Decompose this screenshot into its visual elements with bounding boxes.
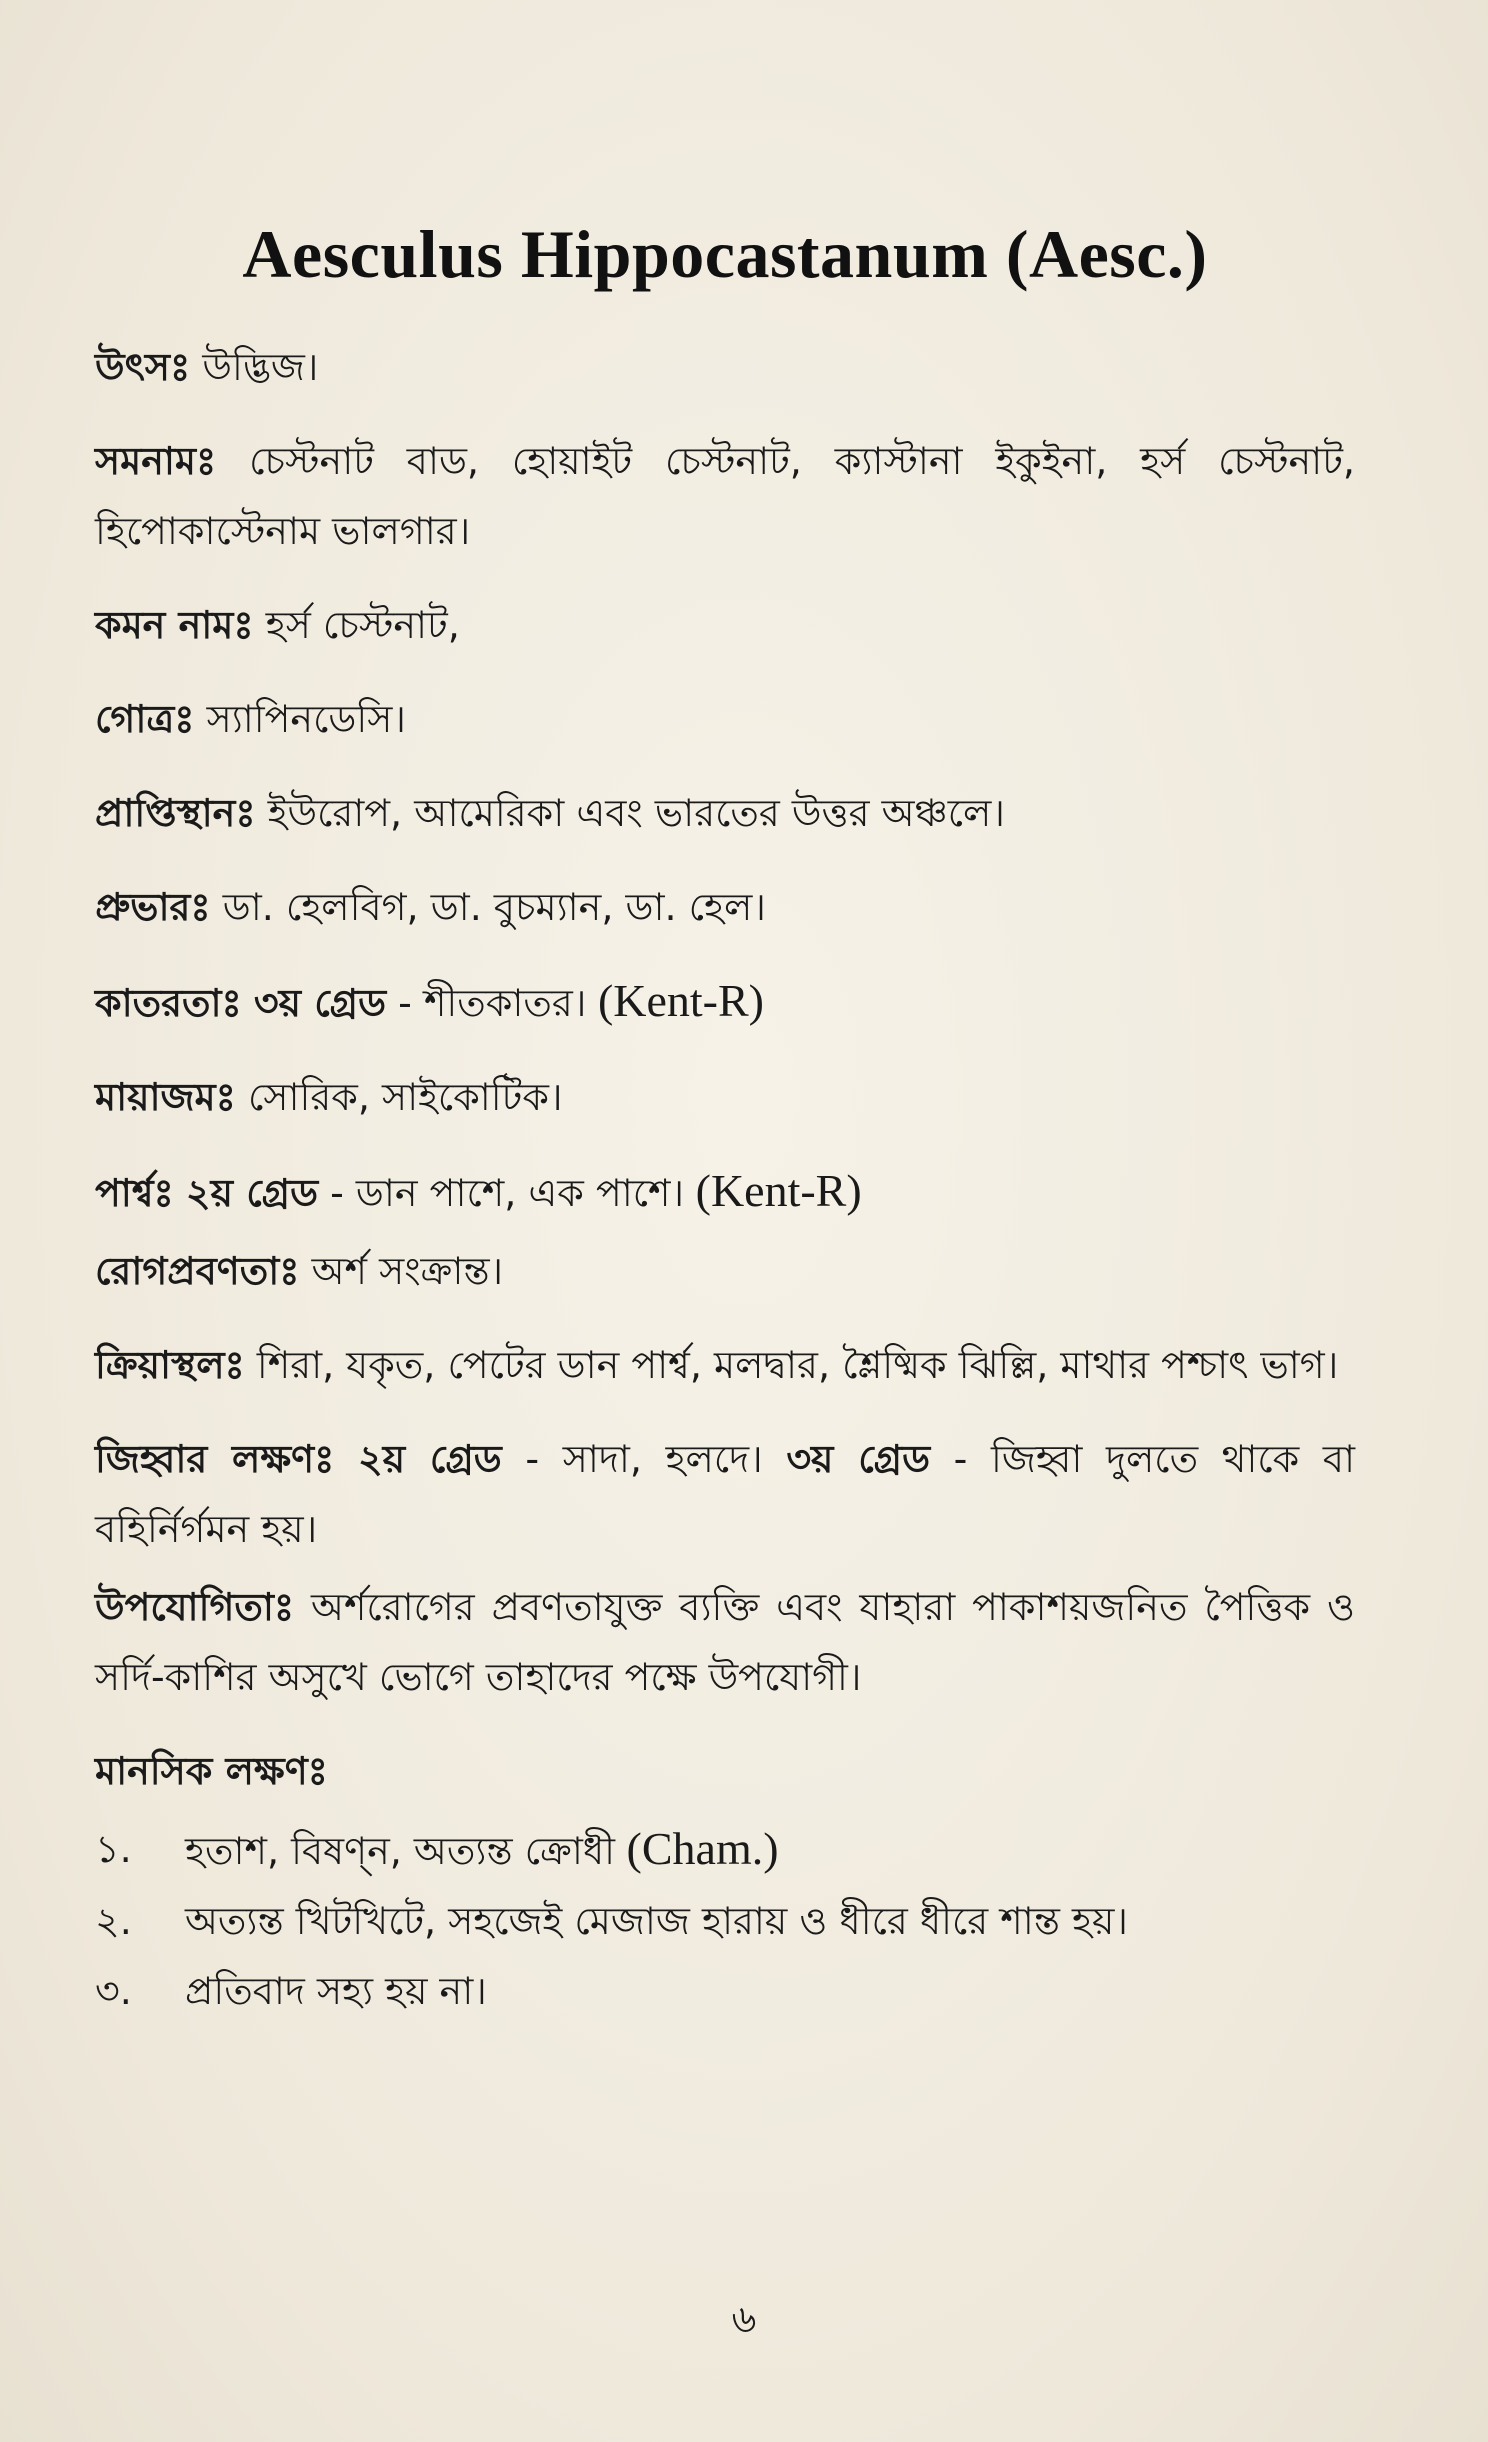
mental-symptoms-list [95, 1814, 1355, 2026]
entry-text: - ডান পাশে, এক পাশে। [318, 1171, 685, 1215]
page-content [95, 215, 1355, 2026]
list-item [95, 1814, 1355, 1886]
entry-text: অর্শ সংক্রান্ত। [311, 1249, 504, 1293]
grade-label: ৩য় গ্রেড [253, 981, 387, 1025]
entry-synonyms [95, 426, 1355, 566]
entry-label: কমন নামঃ [95, 603, 254, 647]
grade-label: ৩য় গ্রেড [786, 1437, 931, 1481]
entry-label: মায়াজমঃ [95, 1075, 236, 1119]
entry-text: স্যাপিনডেসি। [206, 697, 406, 741]
entry-sphere [95, 1330, 1355, 1400]
entry-label: জিহ্বার লক্ষণঃ [95, 1437, 335, 1481]
page-title: Aesculus Hippocastanum (Aesc.) [242, 216, 1208, 292]
entry-text: - শীতকাতর। [386, 981, 587, 1025]
grade-label: ২য় গ্রেড [358, 1437, 502, 1481]
entry-tongue [95, 1424, 1355, 1564]
reference: (Kent-R) [684, 1165, 862, 1216]
entry-label: গোত্রঃ [95, 697, 195, 741]
entry-label: প্রুভারঃ [95, 885, 211, 929]
entry-family [95, 684, 1355, 754]
list-number: ১. [95, 1827, 132, 1871]
entry-label: কাতরতাঃ [95, 981, 242, 1025]
entry-label: উপযোগিতাঃ [95, 1585, 295, 1629]
entry-text: - সাদা, হলদে। [501, 1437, 787, 1481]
entry-label: ক্রিয়াস্থলঃ [95, 1343, 245, 1387]
grade-label: ২য় গ্রেড [185, 1171, 319, 1215]
entry-text: ইউরোপ, আমেরিকা এবং ভারতের উত্তর অঞ্চলে। [267, 791, 1005, 835]
entry-text: উদ্ভিজ। [202, 345, 319, 389]
entry-label: প্রাপ্তিস্থানঃ [95, 791, 256, 835]
list-item [95, 1886, 1355, 1956]
entry-source [95, 332, 1355, 402]
list-text: অত্যন্ত খিটখিটে, সহজেই মেজাজ হারায় ও ধীরে ধীরে শান্ত হয়। [185, 1899, 1128, 1943]
entry-thermal [95, 966, 1355, 1038]
entry-provers [95, 872, 1355, 942]
list-number: ৩. [95, 1969, 132, 2013]
entry-side [95, 1156, 1355, 1228]
entry-text: অর্শরোগের প্রবণতাযুক্ত ব্যক্তি এবং যাহারা পাকাশয়জনিত পৈত্তিক ও সর্দি-কাশির অসুখে ভোগে তাহাদের পক্ষে উপযোগী। [95, 1585, 1355, 1699]
entry-label: সমনামঃ [95, 439, 217, 483]
entry-common-name [95, 590, 1355, 660]
mental-symptoms-heading: মানসিক লক্ষণঃ [95, 1749, 328, 1793]
list-item [95, 1956, 1355, 2026]
entry-text: সোরিক, সাইকোটিক। [247, 1075, 563, 1119]
entry-text: শিরা, যকৃত, পেটের ডান পার্শ্ব, মলদ্বার, শ্লৈষ্মিক ঝিল্লি, মাথার পশ্চাৎ ভাগ। [256, 1343, 1339, 1387]
list-text: হতাশ, বিষণ্ন, অত্যন্ত ক্রোধী [185, 1829, 616, 1873]
entry-utility [95, 1572, 1355, 1712]
entry-label: রোগপ্রবণতাঃ [95, 1249, 300, 1293]
entry-text: চেস্টনাট বাড, হোয়াইট চেস্টনাট, ক্যাস্টানা ইকুইনা, হর্স চেস্টনাট, হিপোকাস্টেনাম ভালগার। [95, 439, 1355, 553]
entry-habitat [95, 778, 1355, 848]
entry-text: - জিহ্বা দুলতে থাকে বা বহির্নির্গমন হয়। [95, 1437, 1356, 1551]
entry-miasm [95, 1062, 1355, 1132]
list-number: ২. [95, 1899, 132, 1943]
reference: (Cham.) [615, 1823, 779, 1874]
page-number: ৬ [731, 2297, 757, 2341]
entry-text: হর্স চেস্টনাট, [265, 603, 460, 647]
entry-text: ডা. হেলবিগ, ডা. বুচম্যান, ডা. হেল। [222, 885, 766, 929]
entry-label: উৎসঃ [95, 345, 191, 389]
entry-label: পার্শ্বঃ [95, 1171, 174, 1215]
list-text: প্রতিবাদ সহ্য হয় না। [185, 1969, 487, 2013]
entry-tendency [95, 1236, 1355, 1306]
reference: (Kent-R) [586, 975, 764, 1026]
